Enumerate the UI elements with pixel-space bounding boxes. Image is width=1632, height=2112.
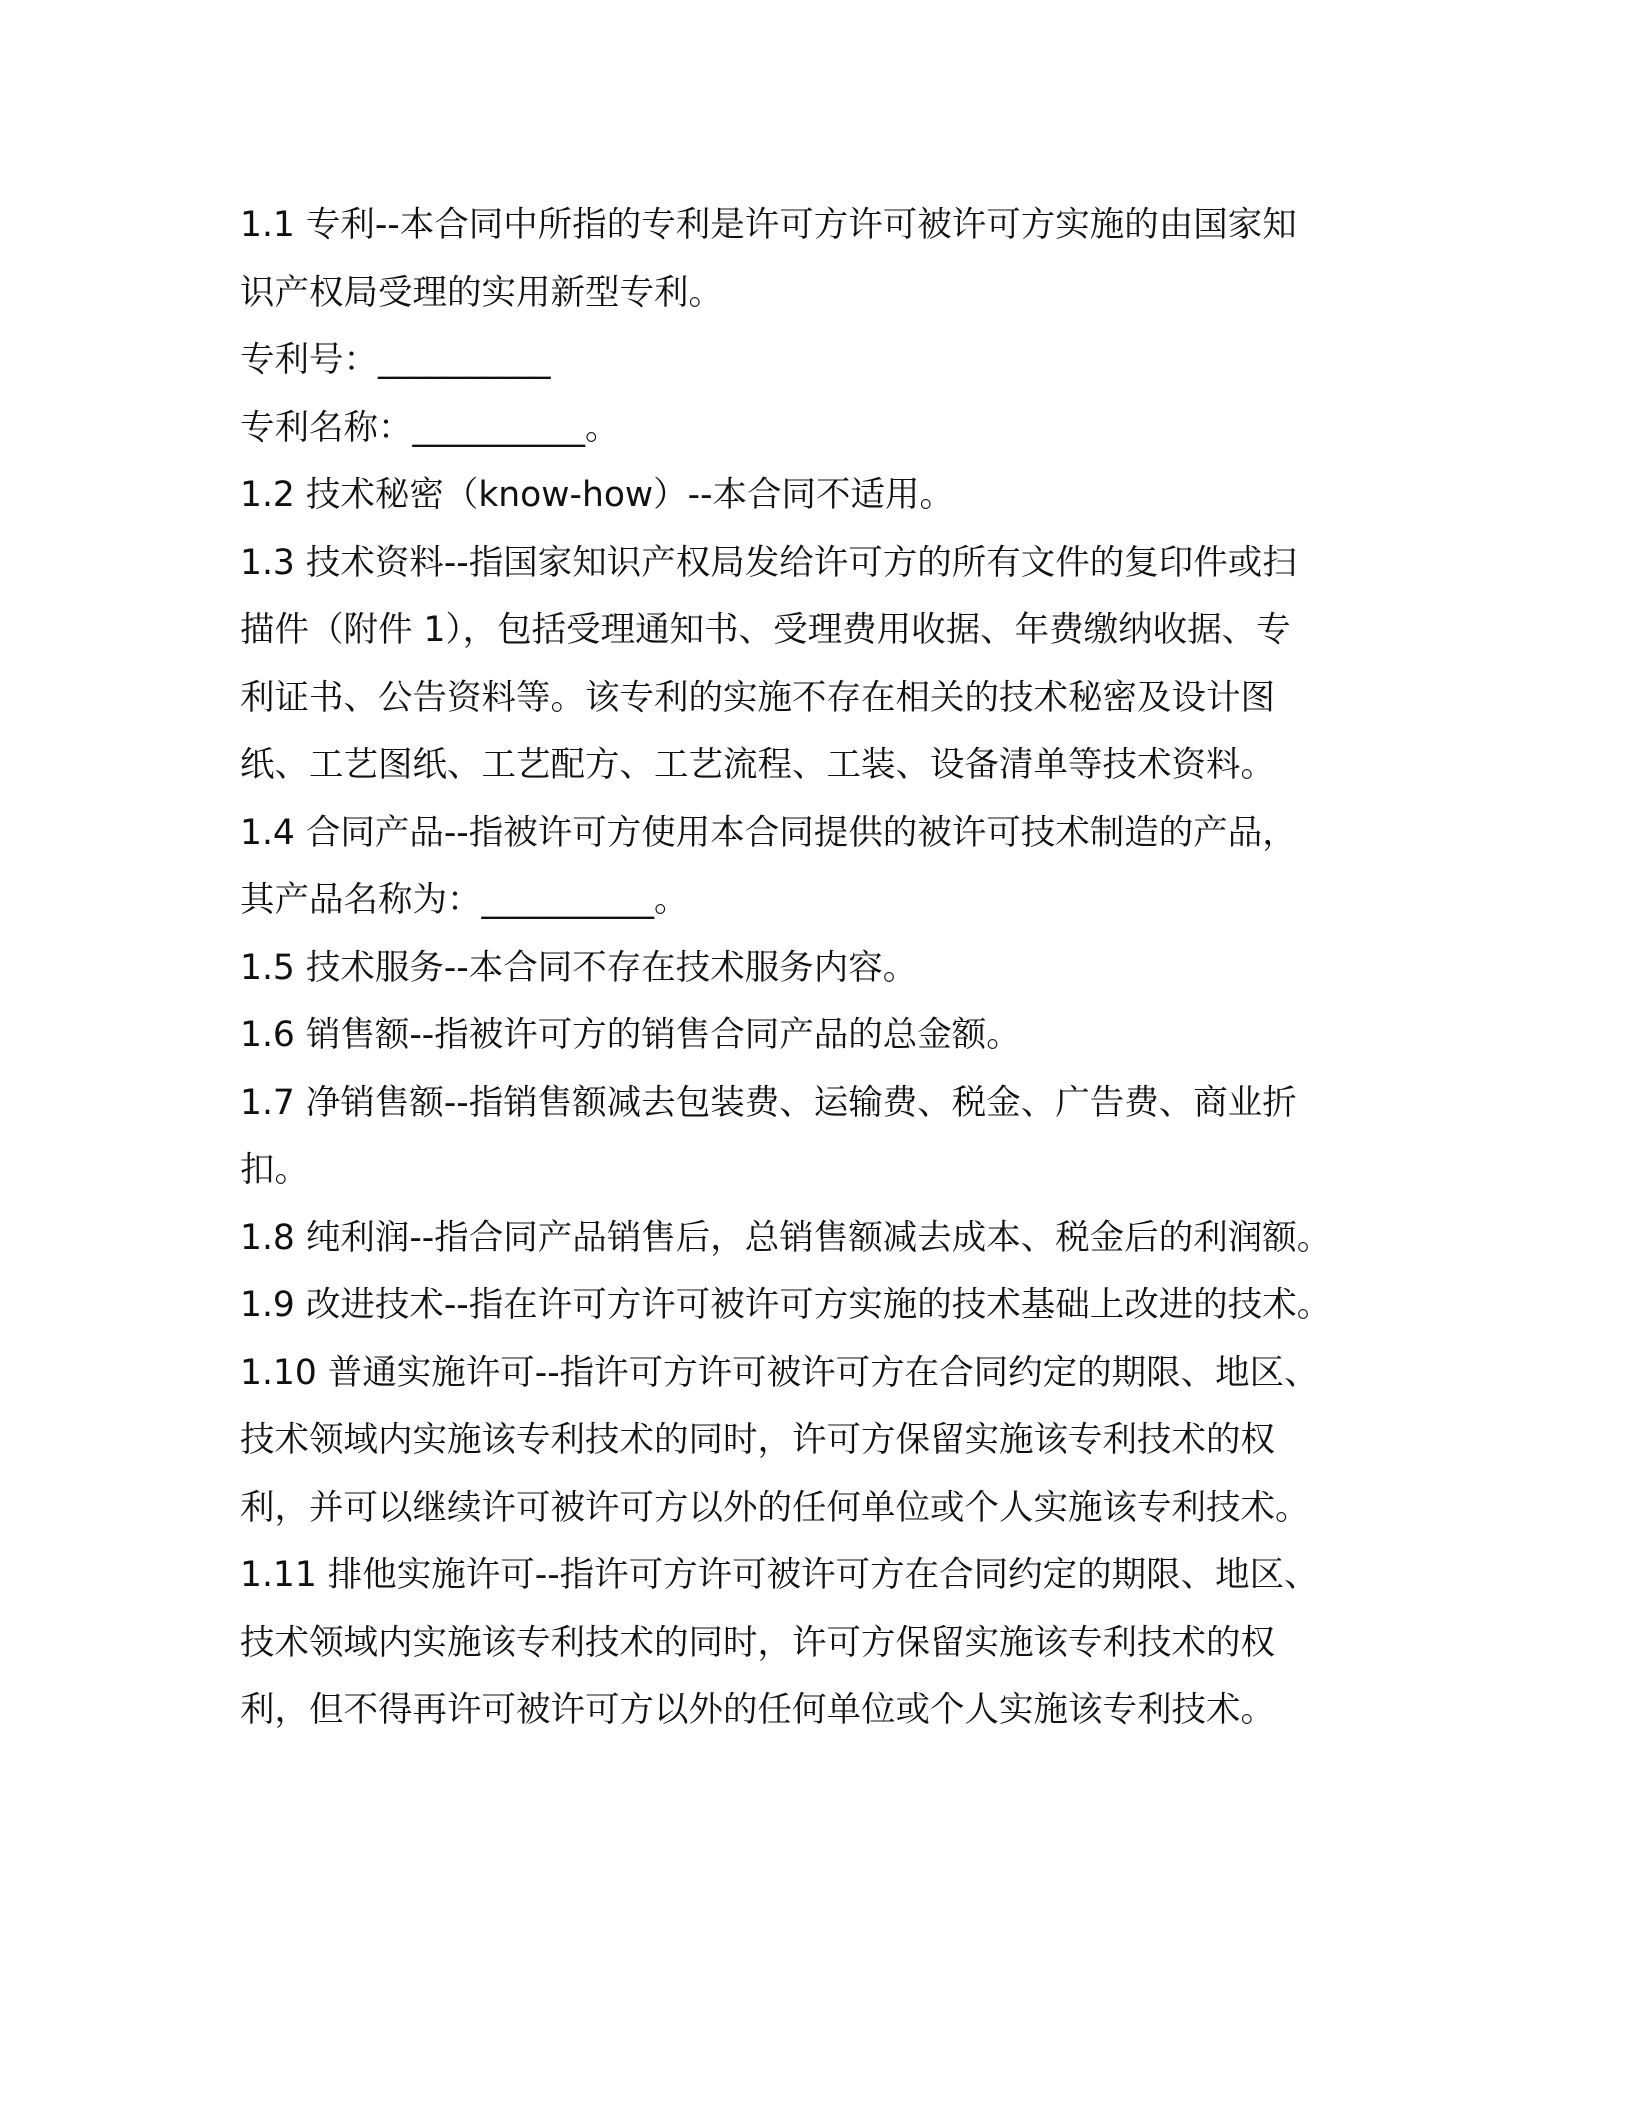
text-line: 利证书、公告资料等。该专利的实施不存在相关的技术秘密及设计图 xyxy=(240,677,1275,718)
text-line: 1.11 排他实施许可--指许可方许可被许可方在合同约定的期限、地区、 xyxy=(240,1555,1319,1595)
text-line: 1.3 技术资料--指国家知识产权局发给许可方的所有文件的复印件或扫 xyxy=(240,542,1297,583)
text-line: 描件（附件 1），包括受理通知书、受理费用收据、年费缴纳收据、专 xyxy=(240,610,1291,650)
text-line: 利，并可以继续许可被许可方以外的任何单位或个人实施该专利技术。 xyxy=(240,1487,1310,1528)
text-line: 1.7 净销售额--指销售额减去包装费、运输费、税金、广告费、商业折 xyxy=(240,1082,1297,1123)
text-line: 扣。 xyxy=(240,1150,309,1190)
patent-number-line: 专利号：__________ xyxy=(240,340,551,380)
text-line: 1.8 纯利润--指合同产品销售后，总销售额减去成本、税金后的利润额。 xyxy=(240,1217,1332,1258)
text-line: 利，但不得再许可被许可方以外的任何单位或个人实施该专利技术。 xyxy=(240,1690,1275,1730)
text-line: 技术领域内实施该专利技术的同时，许可方保留实施该专利技术的权 xyxy=(240,1420,1275,1460)
patent-name-line: 专利名称：__________。 xyxy=(240,407,620,448)
text-line: 1.2 技术秘密（know-how）--本合同不适用。 xyxy=(240,475,955,515)
text-line: 1.9 改进技术--指在许可方许可被许可方实施的技术基础上改进的技术。 xyxy=(240,1285,1332,1325)
document-body xyxy=(240,192,1420,1745)
text-line: 1.10 普通实施许可--指许可方许可被许可方在合同约定的期限、地区、 xyxy=(240,1352,1319,1393)
product-name-line: 其产品名称为：__________。 xyxy=(240,880,689,920)
text-line: 1.1 专利--本合同中所指的专利是许可方许可被许可方实施的由国家知 xyxy=(240,205,1297,245)
text-line: 1.6 销售额--指被许可方的销售合同产品的总金额。 xyxy=(240,1015,1021,1055)
text-line: 纸、工艺图纸、工艺配方、工艺流程、工装、设备清单等技术资料。 xyxy=(240,745,1275,785)
text-line: 技术领域内实施该专利技术的同时，许可方保留实施该专利技术的权 xyxy=(240,1622,1275,1663)
text-line: 1.4 合同产品--指被许可方使用本合同提供的被许可技术制造的产品， xyxy=(240,812,1297,853)
text-line: 识产权局受理的实用新型专利。 xyxy=(240,272,723,313)
text-line: 1.5 技术服务--本合同不存在技术服务内容。 xyxy=(240,947,918,988)
